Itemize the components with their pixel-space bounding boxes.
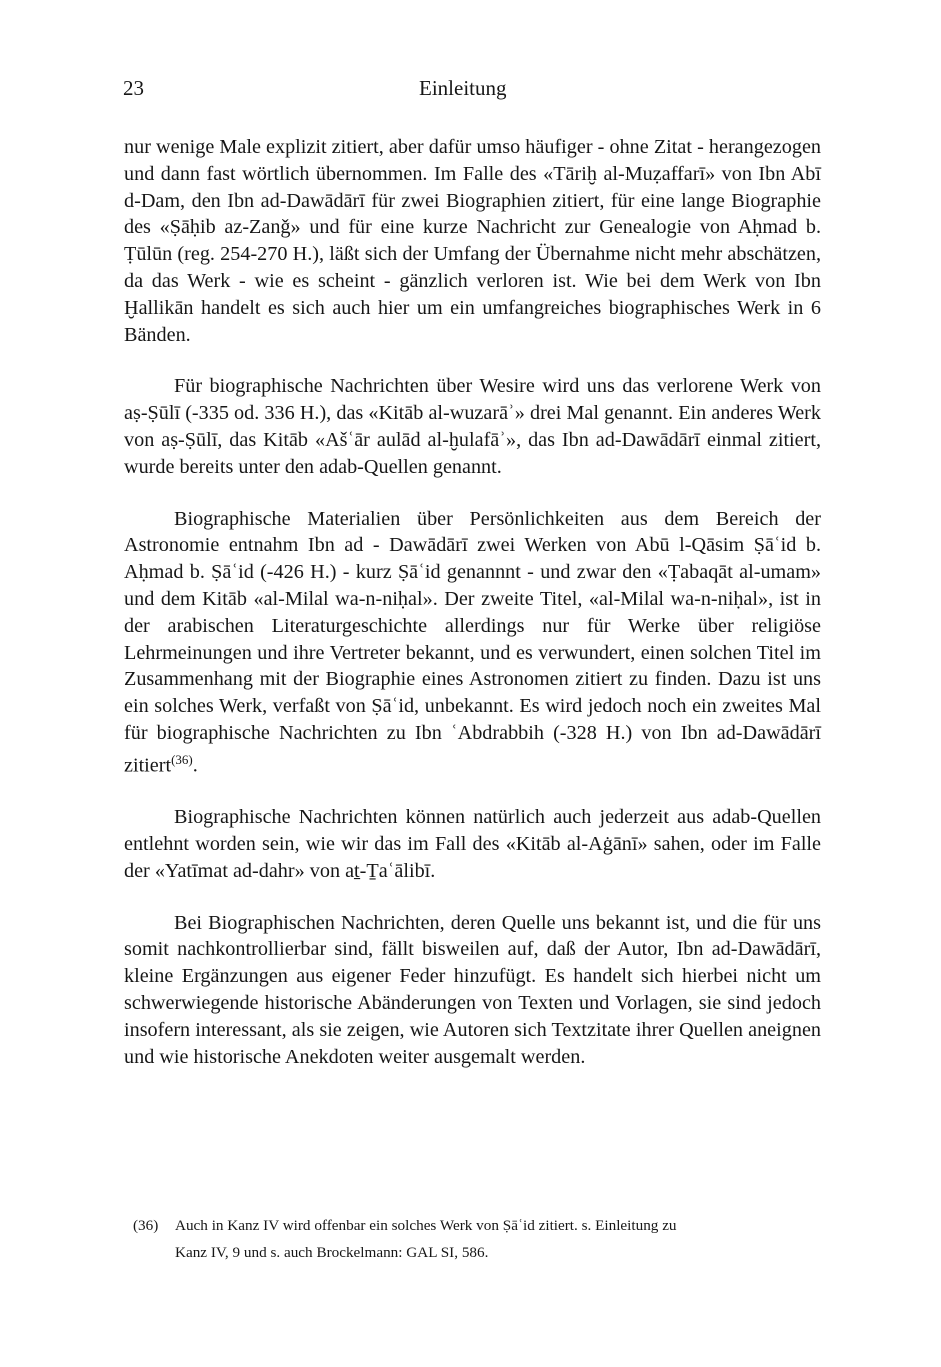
footnote-first-line <box>133 1212 823 1239</box>
footnote-text: Auch in Kanz IV wird offenbar ein solches Werk von Ṣāʿid zitiert. s. Einleitung zu <box>175 1217 677 1234</box>
paragraph: Biographische Nachrichten können natürlich auch jederzeit aus adab-Quellen entlehnt worden sein, wie wir das im Fall des «Kitāb al-Aġānī» sahen, oder im Falle der «Yatīmat ad-dahr» von aṯ-Ṯaʿālibī. <box>124 806 821 882</box>
footnote-number: (36) <box>133 1217 159 1234</box>
main-text <box>124 134 821 1070</box>
footnote-reference: (36) <box>171 751 193 767</box>
footnote-continuation: Kanz IV, 9 und s. auch Brockelmann: GAL SI, 586. <box>175 1244 489 1261</box>
paragraph-text: Biographische Materialien über Persönlichkeiten aus dem Bereich der Astronomie entnahm Ibn ad - Dawādārī zwei Werken von Abū l-Qāsim Ṣāʿid b. Aḥmad b. Ṣāʿid (-426 H.) - kurz Ṣāʿid genannnt - und zwar den «Ṭabaqāt al-umam» und dem Kitāb «al-Milal wa-n-niḥal». Der zweite Titel, «al-Milal wa-n-niḥal», ist in der arabischen Literaturgeschichte allerdings nur für Werke über religiöse Lehrmeinungen und ihre Vertreter bekannt, und es verwundert, einen solchen Titel im Zusammenhang mit der Biographie eines Astronomen zitiert zu finden. Dazu ist uns ein solches Werk, verfaßt von Ṣāʿid, unbekannt. Es wird jedoch noch ein zweites Mal für biographische Nachrichten zu Ibn ʿAbdrabbih (-328 H.) von Ibn ad-Dawādārī zitiert <box>124 507 821 777</box>
page-header <box>123 76 823 104</box>
page-number: 23 <box>123 76 144 100</box>
sentence-end: . <box>192 754 198 777</box>
paragraph: Bei Biographischen Nachrichten, deren Quelle uns bekannt ist, und die für uns somit nachkontrollierbar sind, fällt bisweilen auf, daß der Autor, Ibn ad-Dawādārī, kleine Ergänzungen aus eigener Feder hinzufügt. Es handelt sich hierbei nicht um schwerwiegende historische Abänderungen von Texten und Vorlagen, sie sind jedoch insofern interessant, als sie zeigen, wie Autoren sich Textzitate ihrer Quellen aneignen und wie historische Anekdoten weiter ausgemalt werden. <box>124 911 821 1068</box>
running-head: Einleitung <box>419 76 507 100</box>
paragraph-with-note <box>124 506 821 780</box>
paragraph: nur wenige Male explizit zitiert, aber dafür umso häufiger - ohne Zitat - herangezogen und dann fast wörtlich übernommen. Im Falle des «Tāriḫ al-Muẓaffarī» von Ibn Abī d-Dam, den Ibn ad-Dawādārī für zwei Biographien zitiert, für eine lange Biographie des «Ṣāḥib az-Zanǧ» und für eine kurze Nachricht zur Genealogie von Aḥmad b. Ṭūlūn (reg. 254-270 H.), läßt sich der Umfang der Übernahme nicht mehr abschätzen, da das Werk - wie es scheint - gänzlich verloren ist. Wie bei dem Werk von Ibn Ḫallikān handelt es sich auch hier um ein umfangreiches biographisches Werk in 6 Bänden. <box>124 136 821 346</box>
footnote <box>133 1212 823 1266</box>
paragraph: Für biographische Nachrichten über Wesire wird uns das verlorene Werk von aṣ-Ṣūlī (-335 od. 336 H.), das «Kitāb al-wuzarāʾ» drei Mal genannt. Ein anderes Werk von aṣ-Ṣūlī, das Kitāb «Ašʿār aulād al-ḫulafāʾ», das Ibn ad-Dawādārī einmal zitiert, wurde bereits unter den adab-Quellen genannt. <box>124 375 821 478</box>
